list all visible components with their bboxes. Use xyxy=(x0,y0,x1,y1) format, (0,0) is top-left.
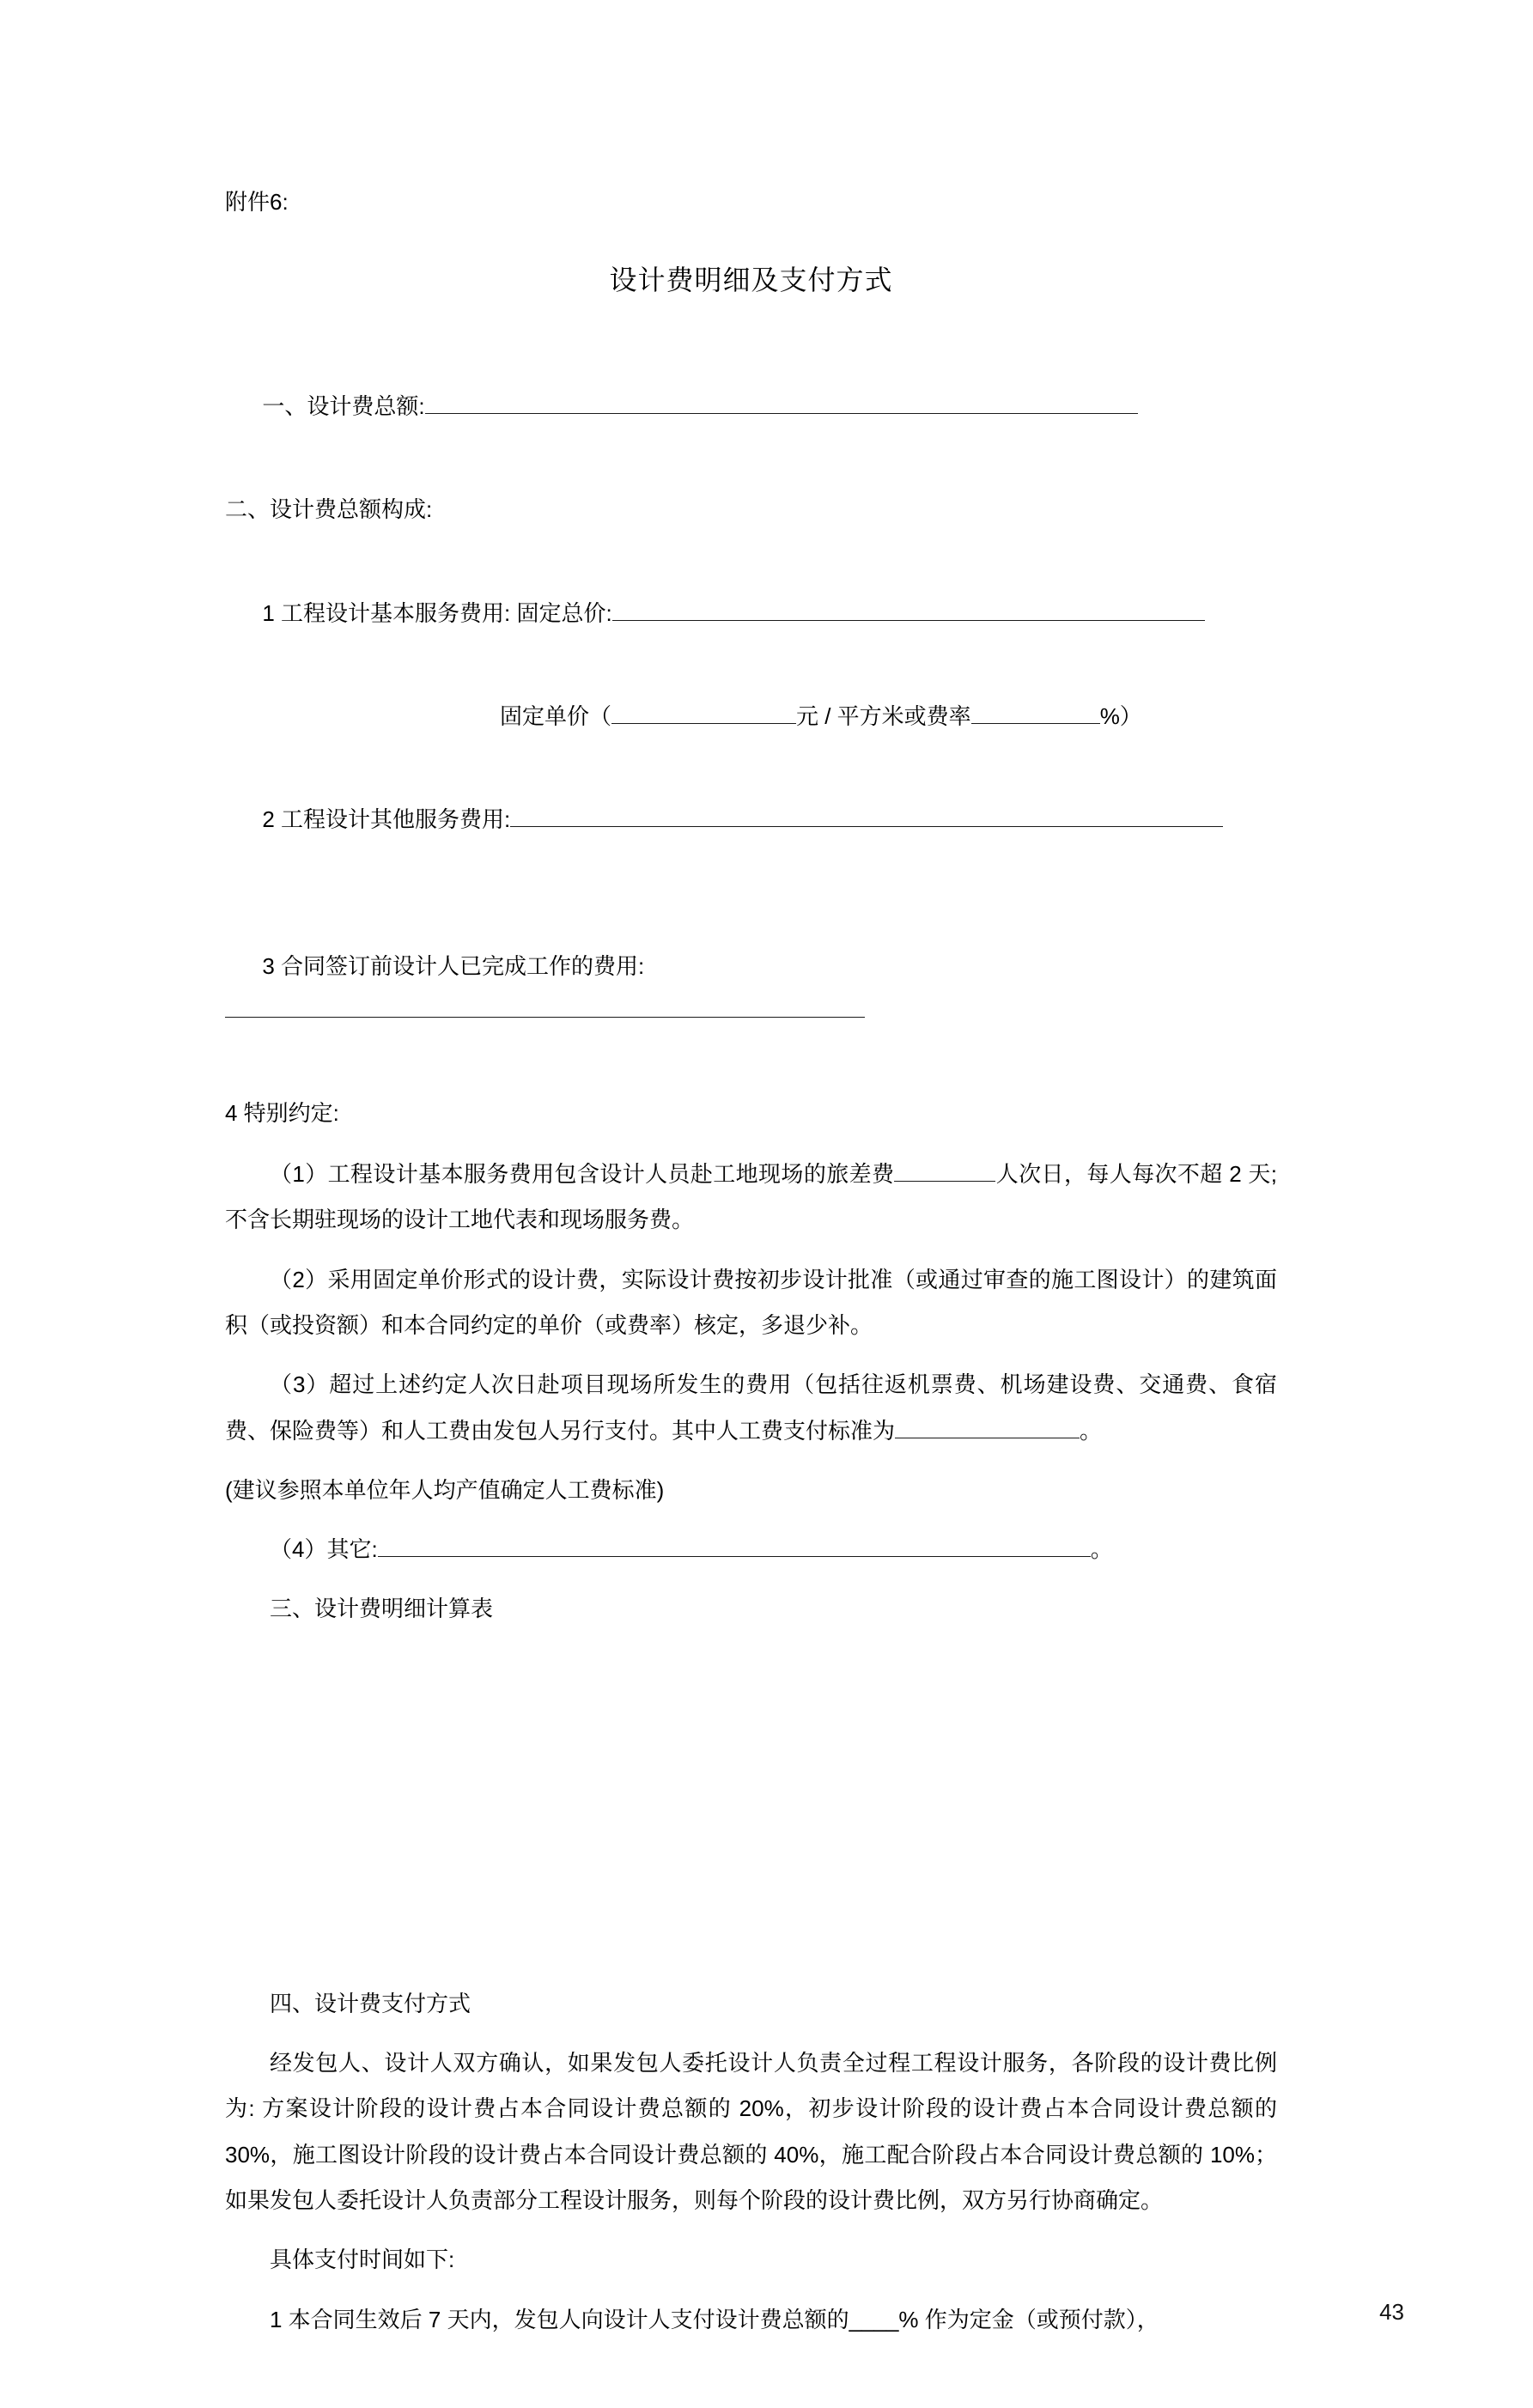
document-body xyxy=(225,180,1277,2343)
fee-item-4: 4 特别约定: xyxy=(225,1100,339,1127)
clause-4-suffix: 。 xyxy=(1090,1536,1113,1563)
clause-3-text-b: 。 xyxy=(1080,1417,1103,1444)
labor-fee-standard-blank xyxy=(895,1411,1080,1438)
fixed-unit-price-blank xyxy=(611,696,796,724)
fee-item-1-sub xyxy=(225,695,1277,739)
section-heading-2: 二、设计费总额构成: xyxy=(225,496,433,523)
clause-3 xyxy=(225,1362,1277,1454)
section-heading-4: 四、设计费支付方式 xyxy=(270,1990,471,2016)
clause-1-text-b: 人次日，每人每次不超 2 天; 不含长期驻现场的设计工地代表和现场服务费。 xyxy=(225,1161,1277,1233)
clause-2: （2）采用固定单价形式的设计费，实际设计费按初步设计批准（或通过审查的施工图设计）的建筑面积（或投资额）和本合同约定的单价（或费率）核定，多退少补。 xyxy=(225,1266,1277,1338)
clause-4 xyxy=(225,1527,1277,1572)
payment-ratio-paragraph: 经发包人、设计人双方确认，如果发包人委托设计人负责全过程工程设计服务，各阶段的设计费比例为: 方案设计阶段的设计费占本合同设计费总额的 20%，初步设计阶段的设计费占本合同设计费总额的 30%，施工图设计阶段的设计费占本合同设计费总额的 40%，施工配合阶段占本合同设计费总额的 10%；如果发包人委托设计人负责部分工程设计服务，则每个阶段的设计费比例，双方另行协商确定。 xyxy=(225,2050,1277,2213)
fixed-unit-price-mid: 元 / 平方米或费率 xyxy=(796,702,971,729)
fee-item-1-label: 1 工程设计基本服务费用: 固定总价: xyxy=(262,599,612,626)
fee-detail-table-placeholder xyxy=(225,1646,1277,1981)
payment-item-1: 1 本合同生效后 7 天内，发包人向设计人支付设计费总额的____% 作为定金（或预付款）， xyxy=(270,2306,1159,2332)
other-clause-blank xyxy=(378,1529,1091,1557)
page-title: 设计费明细及支付方式 xyxy=(609,264,893,295)
clause-3-text-a: （3）超过上述约定人次日赴项目现场所发生的费用（包括往返机票费、机场建设费、交通费、食宿费、保险费等）和人工费由发包人另行支付。其中人工费支付标准为 xyxy=(225,1371,1277,1444)
fixed-total-price-blank xyxy=(612,593,1205,621)
total-fee-blank xyxy=(425,386,1138,414)
precontract-work-fee-blank xyxy=(225,990,865,1018)
fixed-unit-price-label: 固定单价（ xyxy=(500,702,612,729)
fee-rate-blank xyxy=(971,696,1100,724)
fee-item-3-label: 3 合同签订前设计人已完成工作的费用: xyxy=(262,953,645,980)
section-heading-1 xyxy=(225,341,1277,471)
clause-1 xyxy=(225,1152,1277,1244)
clause-4-label: （4）其它: xyxy=(270,1536,378,1563)
fee-item-1 xyxy=(225,548,1277,678)
fixed-unit-price-suffix: %） xyxy=(1099,702,1142,729)
attachment-label: 附件6: xyxy=(225,189,289,215)
section-heading-3: 三、设计费明细计算表 xyxy=(270,1596,494,1622)
clause-3-note: (建议参照本单位年人均产值确定人工费标准) xyxy=(225,1476,665,1503)
section-heading-1-text: 一、设计费总额: xyxy=(262,392,425,419)
fee-item-2-label: 2 工程设计其他服务费用: xyxy=(262,806,511,833)
payment-schedule-label: 具体支付时间如下: xyxy=(270,2247,455,2273)
fee-item-3 xyxy=(225,902,1277,1076)
other-service-fee-blank xyxy=(510,800,1223,828)
travel-days-blank xyxy=(894,1154,995,1182)
fee-item-2 xyxy=(225,755,1277,885)
page-number: 43 xyxy=(1379,2298,1404,2325)
clause-1-text-a: （1）工程设计基本服务费用包含设计人员赴工地现场的旅差费 xyxy=(270,1161,895,1188)
